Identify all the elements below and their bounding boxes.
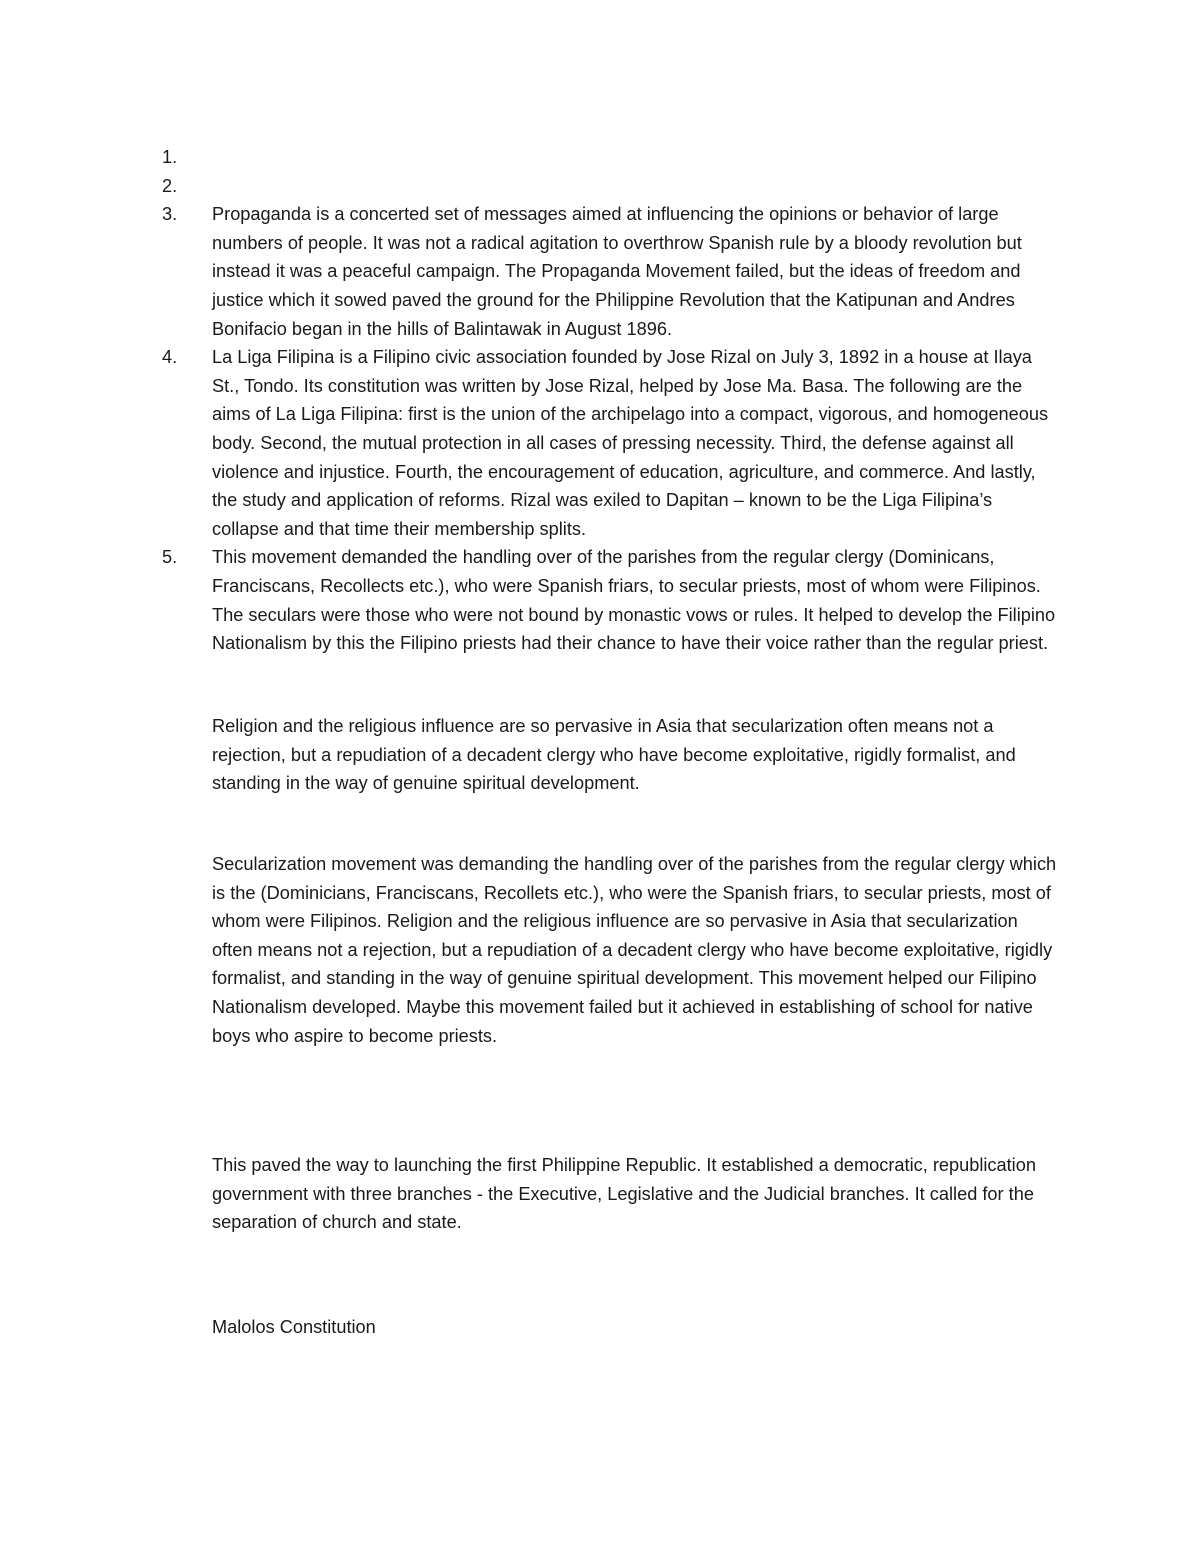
list-item (162, 143, 1062, 172)
list-number: 1. (162, 147, 178, 167)
list-item (162, 543, 1062, 657)
body-paragraph-malolos: Malolos Constitution (212, 1317, 376, 1337)
list-item-text (212, 143, 1062, 172)
body-paragraph-republic: This paved the way to launching the first Philippine Republic. It established a democratic, republication government with three branches - the Executive, Legislative and the Judicial branches. It called for the separation of church and state. (212, 1155, 1036, 1233)
list-item-text: This movement demanded the handling over of the parishes from the regular clergy (Dominicans, Franciscans, Recollects etc.), who were Spanish friars, to secular priests, most of whom were Filipinos. The seculars were those who were not bound by monastic vows or rules. It helped to develop the Filipino Nationalism by this the Filipino priests had their chance to have their voice rather than the regular priest. (212, 547, 1056, 654)
list-item-text (212, 172, 1062, 201)
list-number: 4. (162, 347, 178, 368)
list-item (162, 200, 1062, 343)
list-item-text: Propaganda is a concerted set of messages aimed at influencing the opinions or behavior of large numbers of people. It was not a radical agitation to overthrow Spanish rule by a bloody revolution but instead it was a peaceful campaign. The Propaganda Movement failed, but the ideas of freedom and justice which it sowed paved the ground for the Philippine Revolution that the Katipunan and Andres Bonifacio began in the hills of Balintawak in August 1896. (212, 204, 1022, 339)
list-number: 3. (162, 204, 178, 225)
list-item (162, 172, 1062, 201)
list-number: 2. (162, 175, 178, 196)
body-paragraph-religion: Religion and the religious influence are so pervasive in Asia that secularization often means not a rejection, but a repudiation of a decadent clergy who have become exploitative, rigidly formalist, and standing in the way of genuine spiritual development. (212, 716, 1016, 794)
list-number: 5. (162, 547, 178, 568)
list-item-text: La Liga Filipina is a Filipino civic association founded by Jose Rizal on July 3, 1892 in a house at Ilaya St., Tondo. Its constitution was written by Jose Rizal, helped by Jose Ma. Basa. The following are the aims of La Liga Filipina: first is the union of the archipelago into a compact, vigorous, and homogeneous body. Second, the mutual protection in all cases of pressing necessity. Third, the defense against all violence and injustice. Fourth, the encouragement of education, agriculture, and commerce. And lastly, the study and application of reforms. Rizal was exiled to Dapitan – known to be the Liga Filipina’s collapse and that time their membership splits. (212, 347, 1049, 539)
numbered-answer-list (162, 143, 1062, 658)
list-item (162, 343, 1062, 543)
body-paragraph-secularization: Secularization movement was demanding the handling over of the parishes from the regular clergy which is the (Dominicians, Franciscans, Recollets etc.), who were the Spanish friars, to secular priests, most of whom were Filipinos. Religion and the religious influence are so pervasive in Asia that secularization often means not a rejection, but a repudiation of a decadent clergy who have become exploitative, rigidly formalist, and standing in the way of genuine spiritual development. This movement helped our Filipino Nationalism developed. Maybe this movement failed but it achieved in establishing of school for native boys who aspire to become priests. (212, 854, 1057, 1046)
